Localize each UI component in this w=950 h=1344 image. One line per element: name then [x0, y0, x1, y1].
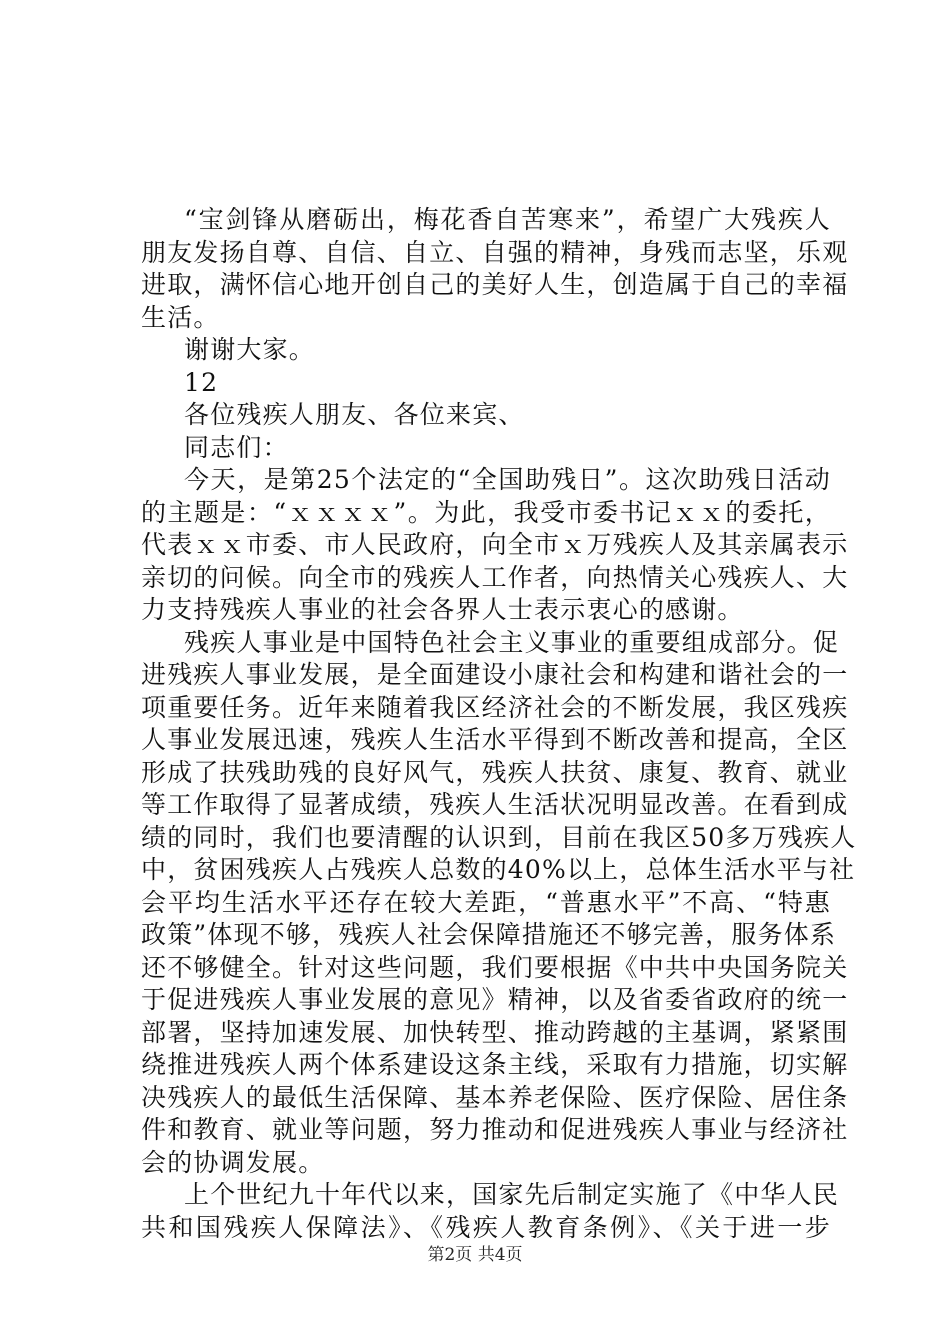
text-line: 会平均生活水平还存在较大差距，“普惠水平”不高、“特惠 [141, 887, 831, 917]
page-number-footer: 第2页 共4页 [427, 1245, 523, 1265]
text-line: 亲切的问候。向全市的残疾人工作者，向热情关心残疾人、大 [141, 562, 849, 592]
text-line: 12 [184, 367, 219, 397]
text-line: 进取，满怀信心地开创自己的美好人生，创造属于自己的幸福 [141, 270, 849, 299]
text-line: 部署，坚持加速发展、加快转型、推动跨越的主基调，紧紧围 [141, 1017, 849, 1047]
text-line: 今天，是第25个法定的“全国助残日”。这次助残日活动 [184, 465, 831, 494]
text-line: 上个世纪九十年代以来，国家先后制定实施了《中华人民 [184, 1180, 840, 1209]
text-line: 绩的同时，我们也要清醒的认识到，目前在我区50多万残疾人 [141, 822, 857, 852]
text-line: 绕推进残疾人两个体系建设这条主线，采取有力措施，切实解 [141, 1050, 849, 1079]
text-line: 生活。 [141, 302, 220, 332]
text-line: 形成了扶残助残的良好风气，残疾人扶贫、康复、教育、就业 [141, 757, 849, 787]
text-line: 于促进残疾人事业发展的意见》精神，以及省委省政府的统一 [141, 985, 849, 1014]
text-line: 谢谢大家。 [184, 335, 316, 364]
text-line: 各位残疾人朋友、各位来宾、 [184, 400, 525, 429]
text-line: 等工作取得了显著成绩，残疾人生活状况明显改善。在看到成 [141, 790, 849, 819]
text-line: 政策”体现不够，残疾人社会保障措施还不够完善，服务体系 [141, 920, 837, 949]
text-line: 决残疾人的最低生活保障、基本养老保险、医疗保险、居住条 [141, 1082, 849, 1112]
text-line: “宝剑锋从磨砺出，梅花香自苦寒来”，希望广大残疾人 [184, 205, 831, 234]
text-line: 项重要任务。近年来随着我区经济社会的不断发展，我区残疾 [141, 692, 849, 722]
text-line: 共和国残疾人保障法》、《残疾人教育条例》、《关于进一步 [141, 1212, 831, 1242]
text-line: 力支持残疾人事业的社会各界人士表示衷心的感谢。 [141, 595, 744, 624]
text-line: 朋友发扬自尊、自信、自立、自强的精神，身残而志坚，乐观 [141, 237, 849, 267]
text-line: 中，贫困残疾人占残疾人总数的40%以上，总体生活水平与社 [141, 855, 856, 884]
text-line: 会的协调发展。 [141, 1147, 325, 1177]
text-line: 同志们： [184, 432, 289, 462]
text-line: 代表ｘｘ市委、市人民政府，向全市ｘ万残疾人及其亲属表示 [141, 530, 849, 559]
text-line: 进残疾人事业发展，是全面建设小康社会和构建和谐社会的一 [141, 660, 849, 689]
text-line: 还不够健全。针对这些问题，我们要根据《中共中央国务院关 [141, 952, 849, 982]
text-line: 人事业发展迅速，残疾人生活水平得到不断改善和提高，全区 [141, 725, 849, 754]
text-line: 的主题是：“ｘｘｘｘ”。为此，我受市委书记ｘｘ的委托， [141, 497, 831, 527]
document-body [141, 204, 857, 1244]
text-line: 件和教育、就业等问题，努力推动和促进残疾人事业与经济社 [141, 1115, 849, 1144]
text-line: 残疾人事业是中国特色社会主义事业的重要组成部分。促 [184, 627, 840, 657]
